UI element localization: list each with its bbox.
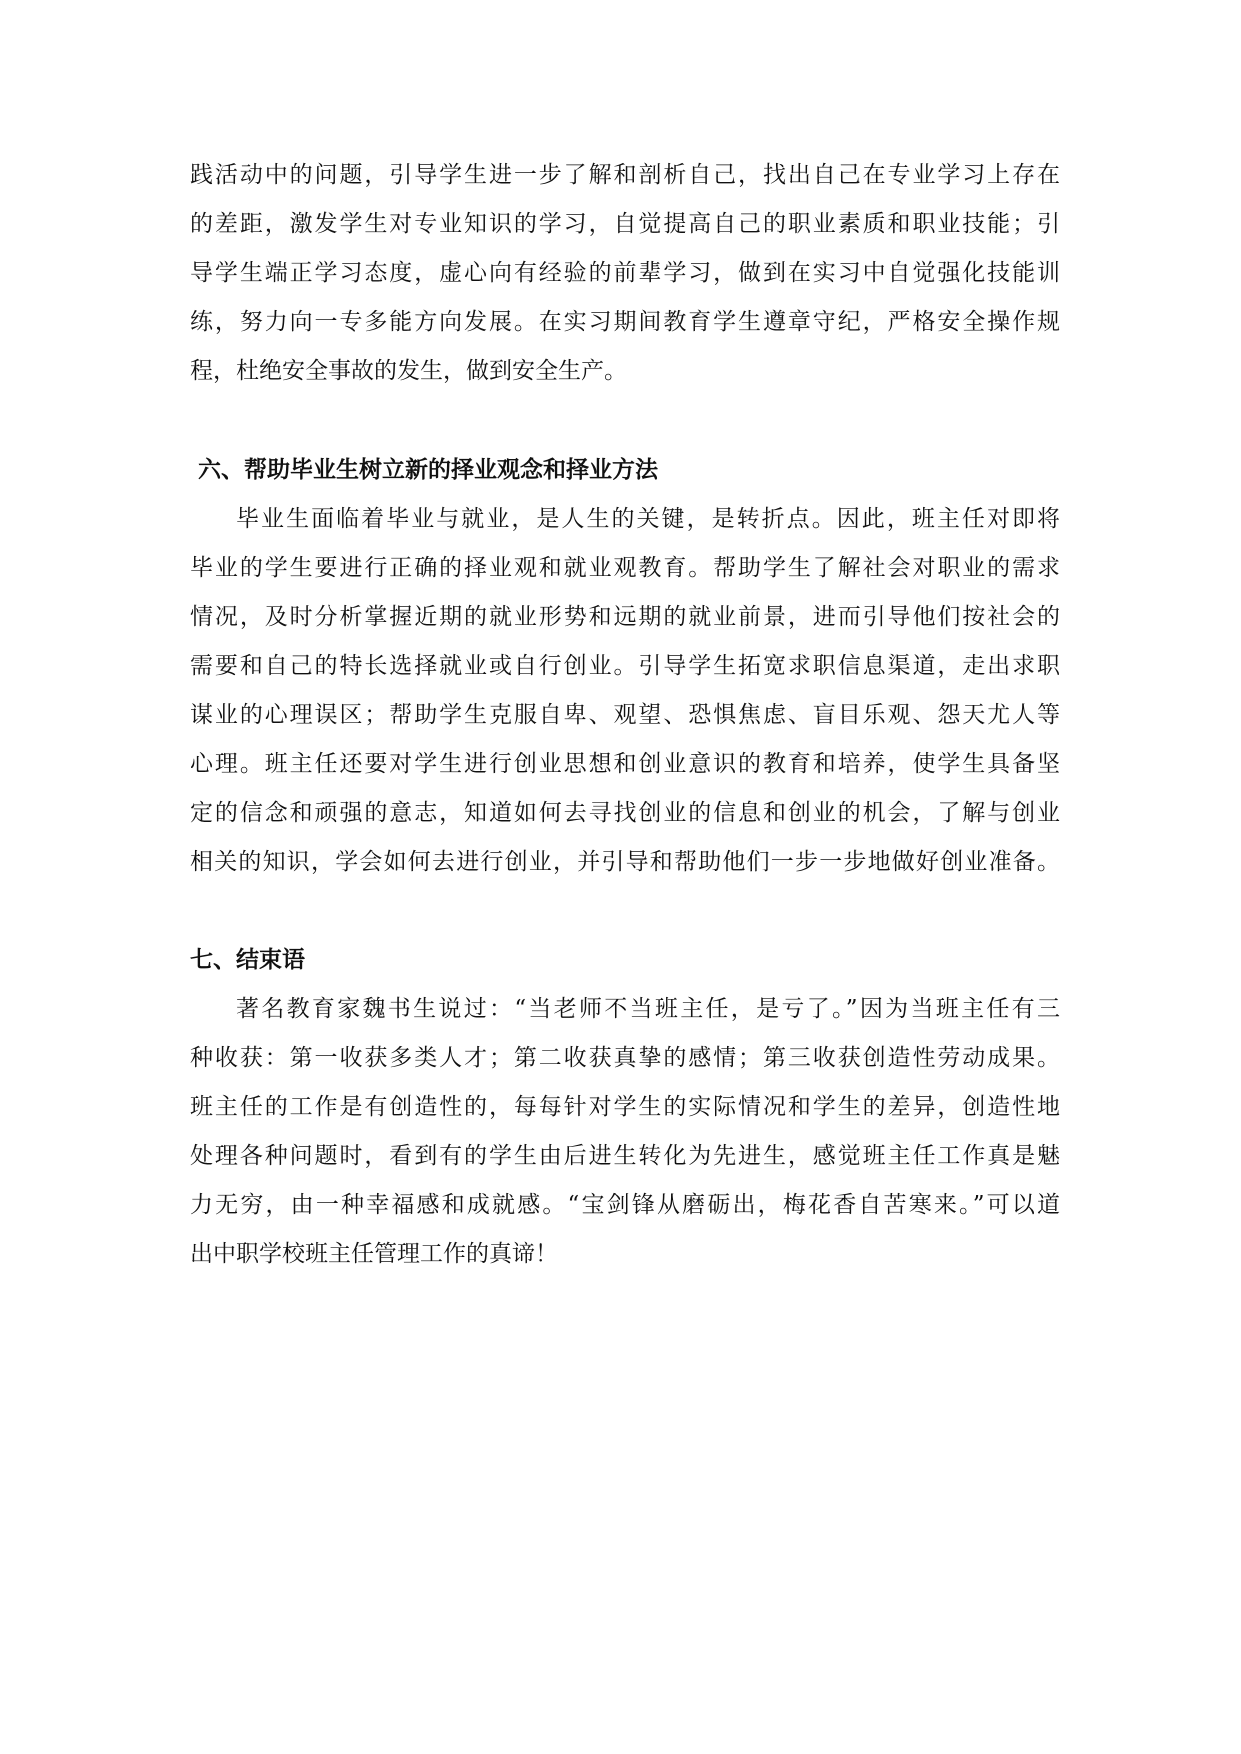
text-line: 践活动中的问题，引导学生进一步了解和剖析自己，找出自己在专业学习上存在 [190,162,1060,188]
text-line: 的差距，激发学生对专业知识的学习，自觉提高自己的职业素质和职业技能；引 [190,211,1060,237]
text-line: 力无穷，由一种幸福感和成就感。“宝剑锋从磨砺出，梅花香自苦寒来。”可以道 [190,1192,1060,1218]
section5-paragraph [190,151,1060,396]
text-line: 心理。班主任还要对学生进行创业思想和创业意识的教育和培养，使学生具备坚 [190,751,1060,777]
text-line: 程，杜绝安全事故的发生，做到安全生产。 [190,358,627,384]
text-line: 著名教育家魏书生说过：“当老师不当班主任，是亏了。”因为当班主任有三 [236,996,1060,1022]
text-line: 班主任的工作是有创造性的，每每针对学生的实际情况和学生的差异，创造性地 [190,1094,1060,1120]
section7-paragraph [190,985,1060,1279]
text-line: 毕业生面临着毕业与就业，是人生的关键，是转折点。因此，班主任对即将 [236,506,1060,532]
section6-paragraph [190,495,1060,887]
text-line: 谋业的心理误区；帮助学生克服自卑、观望、恐惧焦虑、盲目乐观、怨天尤人等 [190,702,1060,728]
text-line: 毕业的学生要进行正确的择业观和就业观教育。帮助学生了解社会对职业的需求 [190,555,1060,581]
text-line: 导学生端正学习态度，虚心向有经验的前辈学习，做到在实习中自觉强化技能训 [190,260,1060,286]
text-line: 出中职学校班主任管理工作的真谛！ [190,1241,558,1267]
text-line: 相关的知识，学会如何去进行创业，并引导和帮助他们一步一步地做好创业准备。 [190,849,1060,875]
text-line: 种收获：第一收获多类人才；第二收获真挚的感情；第三收获创造性劳动成果。 [190,1045,1060,1071]
text-line: 需要和自己的特长选择就业或自行创业。引导学生拓宽求职信息渠道，走出求职 [190,653,1060,679]
section6-heading: 六、帮助毕业生树立新的择业观念和择业方法 [198,457,658,483]
text-line: 定的信念和顽强的意志，知道如何去寻找创业的信息和创业的机会，了解与创业 [190,800,1060,826]
section7-heading: 七、结束语 [190,947,305,973]
text-line: 情况，及时分析掌握近期的就业形势和远期的就业前景，进而引导他们按社会的 [190,604,1060,630]
text-line: 处理各种问题时，看到有的学生由后进生转化为先进生，感觉班主任工作真是魅 [190,1143,1060,1169]
text-line: 练，努力向一专多能方向发展。在实习期间教育学生遵章守纪，严格安全操作规 [190,309,1060,335]
